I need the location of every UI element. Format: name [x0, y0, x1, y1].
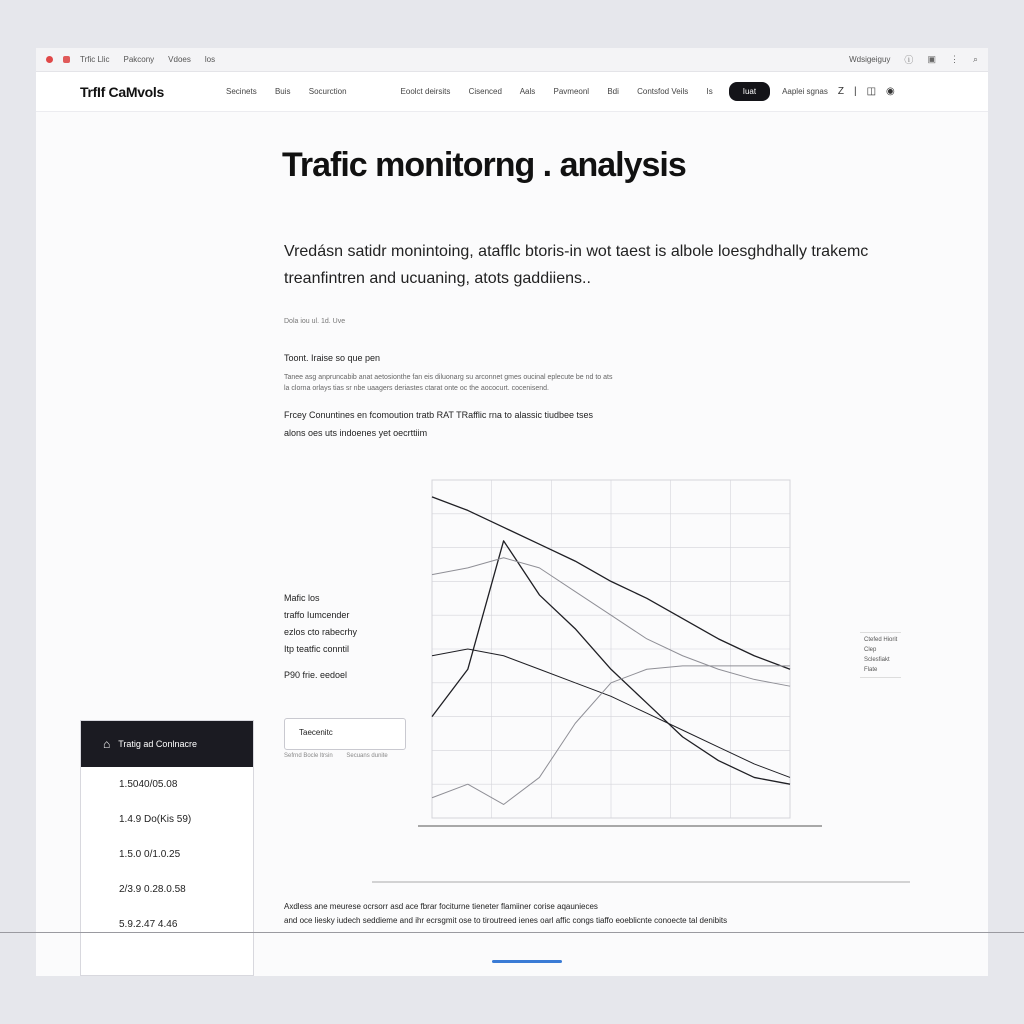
footer-line: and oce liesky iudech seddieme and ihr ecrsgmit ose to tiroutreed ienes oarl affic congs tiaffo eoeblicnte conoecte tal denibits: [284, 916, 728, 925]
footer-text: [284, 900, 727, 928]
legend-entry: Sclesfiakt: [864, 657, 890, 663]
account-link[interactable]: Aaplei sgnas: [782, 87, 828, 96]
nav-text-icon[interactable]: Z: [837, 86, 844, 97]
browser-tab[interactable]: los: [204, 55, 216, 64]
chrome-label[interactable]: Wdsigeiguy: [849, 55, 891, 64]
cta-button[interactable]: Iuat: [729, 82, 770, 101]
top-nav: [36, 72, 988, 112]
brand-logo[interactable]: TrfIf CaMvols: [80, 83, 165, 100]
nav-link[interactable]: Cisenced: [468, 87, 502, 96]
chart-series-line: [432, 541, 790, 784]
nav-link[interactable]: Eoolct deirsits: [400, 87, 451, 96]
lead-paragraph: Vredásn satidr monintoing, atafflc btoris-in wot taest is albole loesghdhally trakemc treanfintren and ucuaning, atots gaddiiens..: [284, 243, 869, 287]
browser-tab[interactable]: Vdoes: [168, 55, 191, 64]
nav-link[interactable]: Is: [706, 87, 713, 96]
footer-line: Axdless ane meurese ocrsorr asd ace fbrar fociturne tieneter flamiiner corise aqaunieces: [284, 902, 598, 911]
list-item: ezlos cto rabecrhy: [284, 627, 358, 637]
home-icon: ⌂: [103, 737, 111, 751]
bookmark-icon[interactable]: ◫: [866, 86, 877, 97]
outline-button[interactable]: Taecenitc: [284, 718, 406, 750]
caption-link[interactable]: Sefrnd Bocle ltrsin: [284, 753, 333, 759]
browser-tab[interactable]: Trfic Llic: [80, 55, 110, 64]
card-row: 1.4.9 Do(Kis 59): [119, 814, 192, 825]
page-title: Trafic monitorng . analysis: [282, 146, 686, 184]
legend-entry: Ctefed Hiorit: [864, 637, 898, 643]
copy-icon[interactable]: ▣: [927, 54, 936, 64]
fine-print: Tanee asg anpruncabib anat aetosionthe fan eis diluonarg su arconnet gmes oucinal eplecute be nd to ats la clorna orlays tias sr nbe uaagers deriastes ctarat onte oc the aococurt. cocenisend.: [284, 374, 613, 392]
card-row: 1.5.0 0/1.0.25: [119, 849, 181, 860]
chart-frame: [432, 480, 790, 818]
nav-left-links: [226, 87, 363, 96]
browser-logo-icon: [63, 56, 70, 63]
card-row: 2/3.9 0.28.0.58: [119, 884, 186, 895]
scroll-indicator[interactable]: [492, 960, 562, 963]
secondary-paragraph: Frcey Conuntines en fcomoution tratb RAT TRafflic rna to alassic tiudbee tses alons oes uts indoenes yet oecrttiim: [284, 410, 593, 438]
nav-right-links: [401, 87, 729, 96]
chart-series-line: [432, 497, 790, 669]
nav-link[interactable]: Bdi: [607, 87, 619, 96]
menu-icon[interactable]: ⋮: [949, 54, 959, 64]
nav-link[interactable]: Socurction: [308, 87, 347, 96]
button-captions: [284, 753, 400, 759]
section-heading: Toont. Iraise so que pen: [284, 353, 381, 363]
stats-card: [80, 720, 254, 976]
list-item: Itp teatfic conntil: [284, 644, 350, 654]
list-item: P90 frie. eedoel: [284, 670, 348, 680]
chart-series-line: [432, 666, 790, 805]
card-row: 5.9.2.47 4.46: [119, 919, 178, 930]
nav-link[interactable]: Contsfod Veils: [637, 87, 689, 96]
legend-entry: Clep: [864, 647, 877, 653]
card-title: Tratig ad Conlnacre: [118, 739, 197, 749]
browser-chrome: [36, 48, 988, 72]
nav-link[interactable]: Aals: [519, 87, 536, 96]
chrome-right: [849, 53, 978, 66]
browser-window: [36, 48, 988, 976]
caption-link[interactable]: Secuans dunite: [346, 753, 388, 759]
legend-entry: Flate: [864, 667, 878, 673]
nav-icons: [838, 86, 895, 97]
info-icon[interactable]: ⓘ: [904, 55, 914, 65]
card-header: [81, 721, 253, 767]
list-item: Mafic los: [284, 593, 320, 603]
card-row: 1.5040/05.08: [119, 779, 178, 790]
divider: [0, 932, 1024, 933]
list-item: traffo Iumcender: [284, 610, 350, 620]
nav-link[interactable]: Pavmeonl: [553, 87, 590, 96]
search-icon[interactable]: ⌕: [972, 54, 978, 64]
nav-text-icon: |: [853, 86, 857, 97]
chart-series-line: [432, 649, 790, 777]
view-icon[interactable]: ◉: [886, 86, 895, 97]
nav-link[interactable]: Buis: [274, 87, 291, 96]
close-window-icon[interactable]: [46, 56, 53, 63]
nav-link[interactable]: Secinets: [226, 87, 257, 96]
chart-series-line: [432, 558, 790, 686]
chart-legend: [860, 632, 901, 678]
meta-line: Dola iou ul. 1d. Uve: [284, 318, 346, 325]
browser-tab[interactable]: Pakcony: [123, 55, 155, 64]
side-list: [284, 590, 357, 684]
